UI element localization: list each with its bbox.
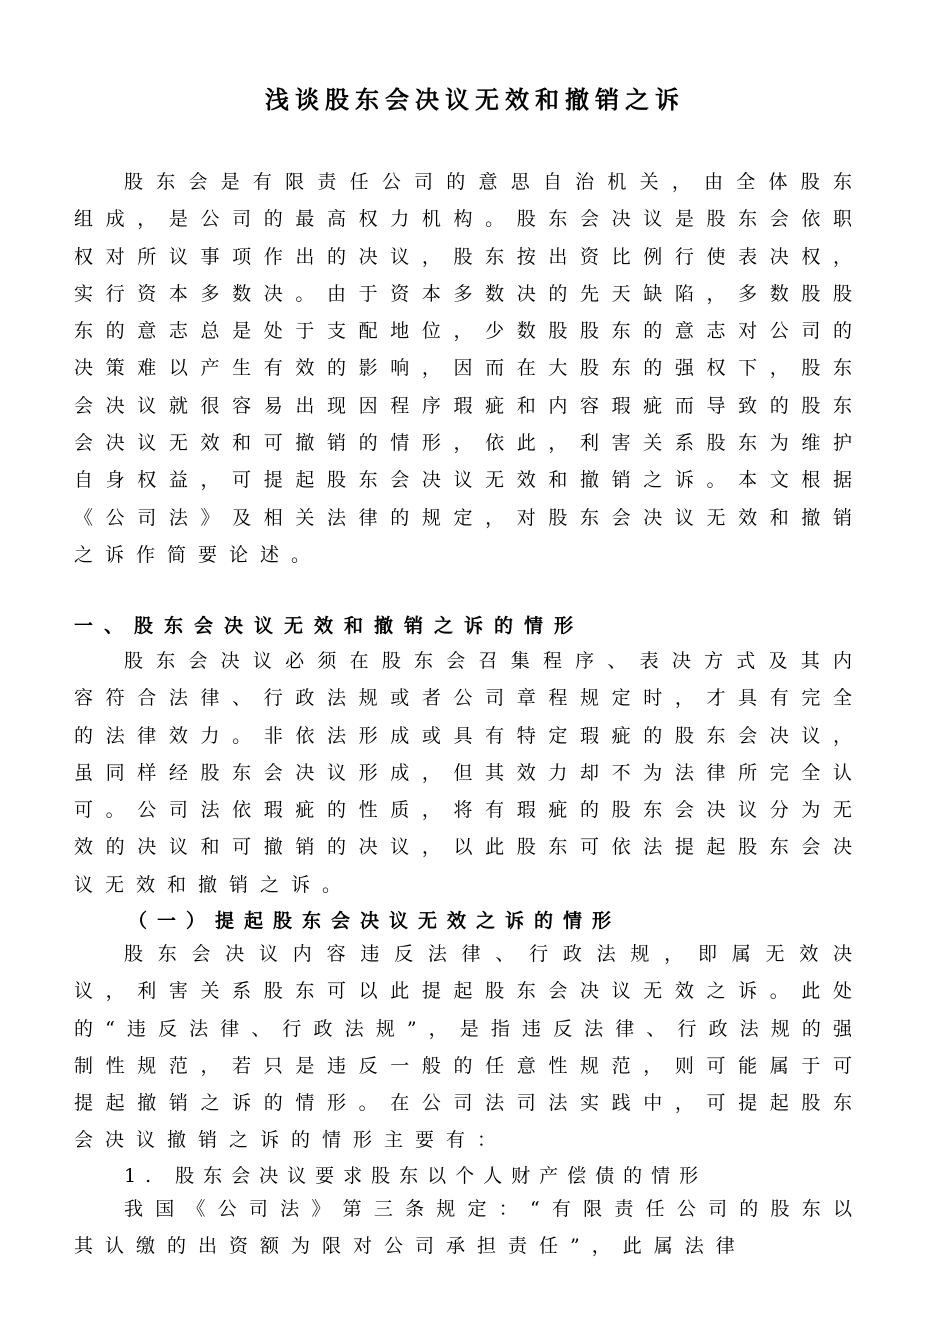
section-1-heading: 一、股东会决议无效和撤销之诉的情形 xyxy=(74,615,585,637)
item-1-paragraph: 我国《公司法》第三条规定：“有限责任公司的股东以其认缴的出资额为限对公司承担责任”，此属法律 xyxy=(74,1198,864,1258)
document-title: 浅谈股东会决议无效和撤销之诉 xyxy=(265,85,685,114)
subsection-1-heading: （一）提起股东会决议无效之诉的情形 xyxy=(128,910,622,932)
subsection-1-paragraph: 股东会决议内容违反法律、行政法规，即属无效决议，利害关系股东可以此提起股东会决议无效之诉。此处的“违反法律、行政法规”，是指违反法律、行政法规的强制性规范，若只是违反一般的任意性规范，则可能属于可提起撤销之诉的情形。在公司法司法实践中，可提起股东会决议撤销之诉的情形主要有： xyxy=(74,943,864,1152)
intro-paragraph: 股东会是有限责任公司的意思自治机关，由全体股东组成，是公司的最高权力机构。股东会决议是股东会依职权对所议事项作出的决议，股东按出资比例行使表决权，实行资本多数决。由于资本多数决的先天缺陷，多数股股东的意志总是处于支配地位，少数股股东的意志对公司的决策难以产生有效的影响，因而在大股东的强权下，股东会决议就很容易出现因程序瑕疵和内容瑕疵而导致的股东会决议无效和可撤销的情形，依此，利害关系股东为维护自身权益，可提起股东会决议无效和撤销之诉。本文根据《公司法》及相关法律的规定，对股东会决议无效和撤销之诉作简要论述。 xyxy=(74,171,864,566)
section-1-paragraph: 股东会决议必须在股东会召集程序、表决方式及其内容符合法律、行政法规或者公司章程规定时，才具有完全的法律效力。非依法形成或具有特定瑕疵的股东会决议，虽同样经股东会决议形成，但其效力却不为法律所完全认可。公司法依瑕疵的性质，将有瑕疵的股东会决议分为无效的决议和可撤销的决议，以此股东可依法提起股东会决议无效和撤销之诉。 xyxy=(74,650,864,896)
item-1-heading: 1. 股东会决议要求股东以个人财产偿债的情形 xyxy=(124,1165,708,1187)
